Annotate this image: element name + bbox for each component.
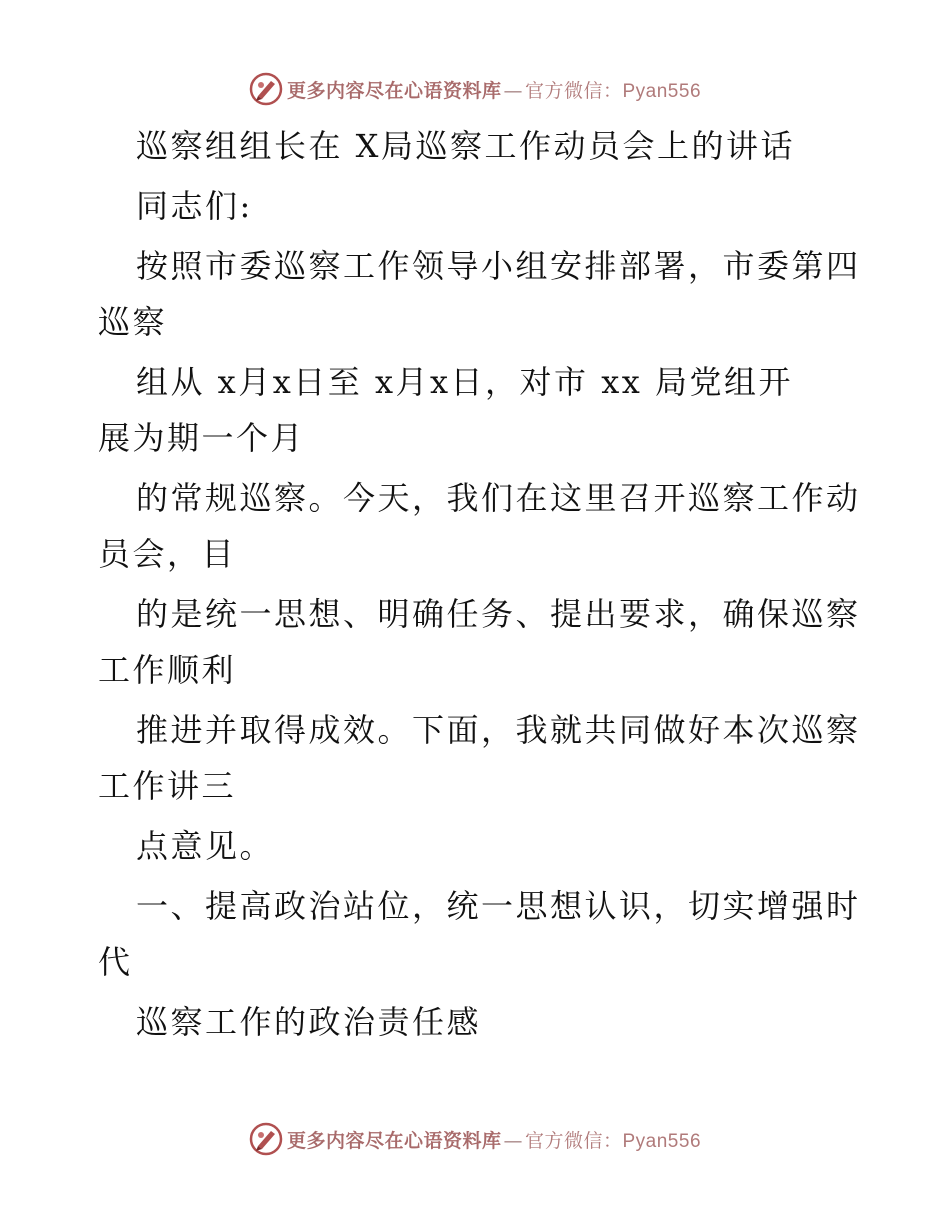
watermark-wechat-id: Pyan556 (622, 1130, 702, 1152)
text-line: 工作讲三 (98, 767, 237, 805)
salutation: 同志们: (136, 187, 253, 225)
footer-watermark (0, 1122, 950, 1156)
text-line: 的常规巡察。今天，我们在这里召开巡察工作动 (136, 479, 861, 517)
watermark-brand: 更多内容尽在心语资料库 (286, 79, 502, 102)
watermark-brand: 更多内容尽在心语资料库 (286, 1129, 502, 1152)
watermark-contact: 官方微信： (524, 1129, 623, 1152)
text-line: 工作顺利 (98, 651, 237, 689)
text-line: 推进并取得成效。下面，我就共同做好本次巡察 (136, 711, 861, 749)
watermark-wechat-id: Pyan556 (622, 80, 702, 102)
header-watermark (0, 72, 950, 106)
document-title: 巡察组组长在 X局巡察工作动员会上的讲话 (136, 127, 795, 165)
text-line: 按照市委巡察工作领导小组安排部署，市委第四 (136, 247, 861, 285)
text-line: 的是统一思想、明确任务、提出要求，确保巡察 (136, 595, 861, 633)
section-heading: 代 (98, 943, 133, 981)
watermark-separator: — (503, 1129, 523, 1152)
text-line: 组从 x月x日至 x月x日，对市 xx 局党组开 (136, 363, 793, 401)
section-heading: 巡察工作的政治责任感 (136, 1003, 482, 1041)
text-line: 展为期一个月 (98, 419, 306, 457)
pen-logo-icon (249, 72, 283, 106)
text-line: 员会，目 (98, 535, 237, 573)
text-line: 点意见。 (136, 827, 275, 865)
watermark-contact: 官方微信： (524, 79, 623, 102)
text-line: 巡察 (98, 303, 168, 341)
pen-logo-icon (249, 1122, 283, 1156)
section-heading: 一、提高政治站位，统一思想认识，切实增强时 (136, 887, 861, 925)
watermark-separator: — (503, 79, 523, 102)
